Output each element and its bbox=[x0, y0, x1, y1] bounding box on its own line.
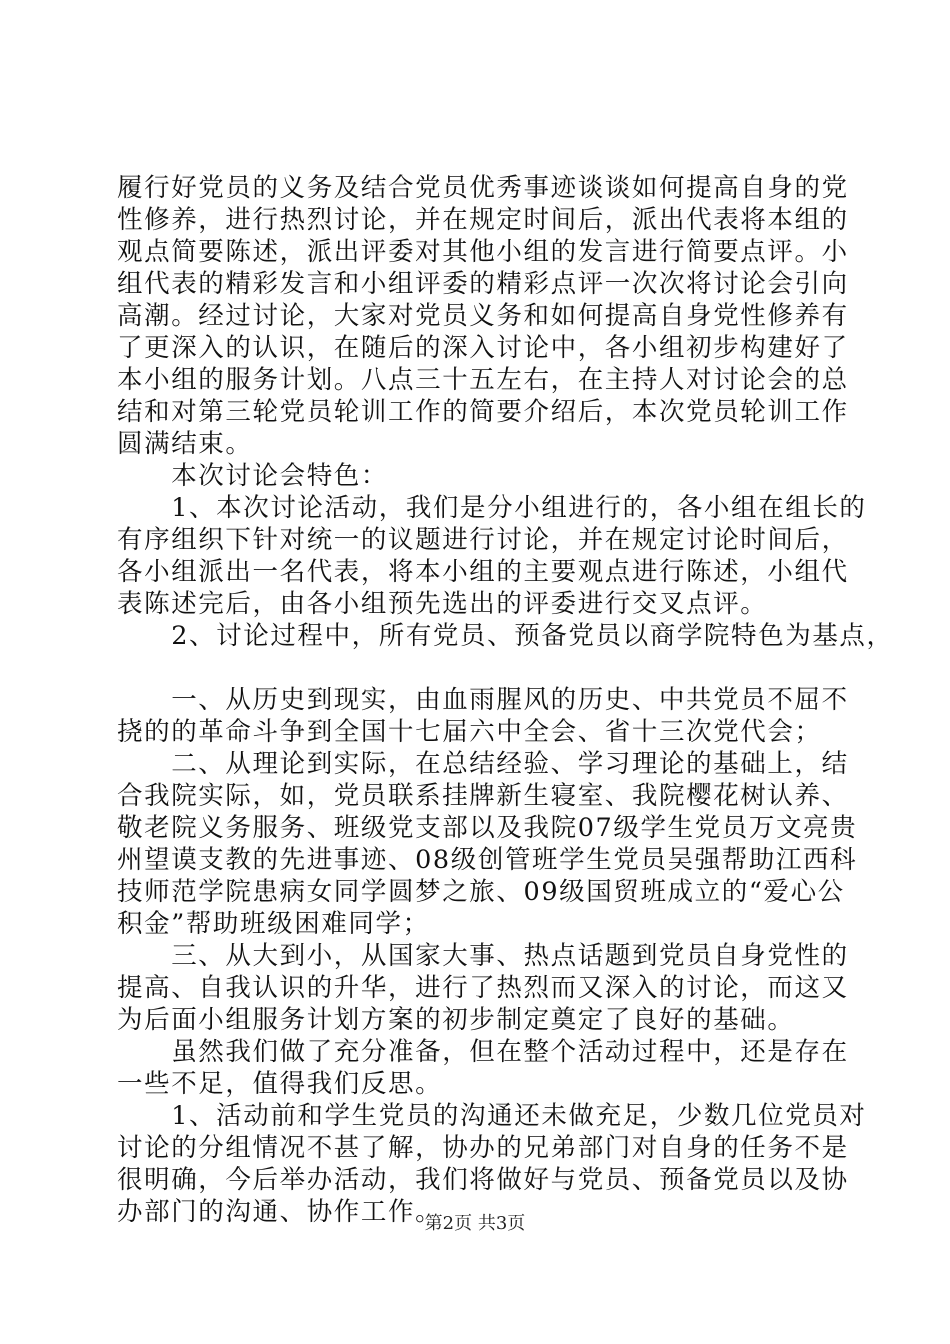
text-line: 三、从大到小，从国家大事、热点话题到党员自身党性的 bbox=[117, 941, 849, 971]
text-line: 为后面小组服务计划方案的初步制定奠定了良好的基础。 bbox=[117, 1005, 795, 1035]
text-line: 了更深入的认识，在随后的深入讨论中，各小组初步构建好了 bbox=[117, 333, 849, 363]
text-line: 一、从历史到现实，由血雨腥风的历史、中共党员不屈不 bbox=[117, 685, 849, 715]
text-line: 各小组派出一名代表，将本小组的主要观点进行陈述，小组代 bbox=[117, 557, 849, 587]
text-line: 履行好党员的义务及结合党员优秀事迹谈谈如何提高自身的党 bbox=[117, 173, 849, 203]
page-number: 第2页 共3页 bbox=[424, 1213, 526, 1234]
text-line: 结和对第三轮党员轮训工作的简要介绍后，本次党员轮训工作 bbox=[117, 397, 849, 427]
text-line: 州望谟支教的先进事迹、08级创管班学生党员吴强帮助江西科 bbox=[117, 845, 858, 875]
text-line: 观点简要陈述，派出评委对其他小组的发言进行简要点评。小 bbox=[117, 237, 849, 267]
text-line: 挠的的革命斗争到全国十七届六中全会、省十三次党代会； bbox=[117, 717, 822, 747]
text-line: 二、从理论到实际，在总结经验、学习理论的基础上，结 bbox=[117, 749, 849, 779]
text-line: 本小组的服务计划。八点三十五左右，在主持人对讨论会的总 bbox=[117, 365, 849, 395]
document-body bbox=[117, 172, 894, 1228]
text-line: 很明确，今后举办活动，我们将做好与党员、预备党员以及协 bbox=[117, 1165, 849, 1195]
text-line: 一些不足，值得我们反思。 bbox=[117, 1069, 443, 1099]
text-line: 2、讨论过程中，所有党员、预备党员以商学院特色为基点， bbox=[117, 621, 894, 651]
text-line: 敬老院义务服务、班级党支部以及我院07级学生党员万文亮贵 bbox=[117, 813, 858, 843]
text-line: 圆满结束。 bbox=[117, 429, 253, 459]
blank-line bbox=[117, 652, 833, 684]
text-line: 高潮。经过讨论，大家对党员义务和如何提高自身党性修养有 bbox=[117, 301, 849, 331]
text-line: 技师范学院患病女同学圆梦之旅、09级国贸班成立的“爱心公 bbox=[117, 877, 845, 907]
text-line: 表陈述完后，由各小组预先选出的评委进行交叉点评。 bbox=[117, 589, 768, 619]
page-footer bbox=[0, 1213, 950, 1235]
text-line: 1、本次讨论活动，我们是分小组进行的，各小组在组长的 bbox=[117, 493, 867, 523]
text-line: 办部门的沟通、协作工作。 bbox=[117, 1197, 443, 1227]
text-line: 虽然我们做了充分准备，但在整个活动过程中，还是存在 bbox=[117, 1037, 849, 1067]
text-line: 积金”帮助班级困难同学； bbox=[117, 909, 430, 939]
text-line: 合我院实际，如，党员联系挂牌新生寝室、我院樱花树认养、 bbox=[117, 781, 849, 811]
text-line: 提高、自我认识的升华，进行了热烈而又深入的讨论，而这又 bbox=[117, 973, 849, 1003]
text-line: 讨论的分组情况不甚了解，协办的兄弟部门对自身的任务不是 bbox=[117, 1133, 849, 1163]
section-heading: 本次讨论会特色： bbox=[117, 461, 389, 491]
text-line: 性修养，进行热烈讨论，并在规定时间后，派出代表将本组的 bbox=[117, 205, 849, 235]
text-line: 组代表的精彩发言和小组评委的精彩点评一次次将讨论会引向 bbox=[117, 269, 849, 299]
text-line: 有序组织下针对统一的议题进行讨论，并在规定讨论时间后， bbox=[117, 525, 849, 555]
text-line: 1、活动前和学生党员的沟通还未做充足，少数几位党员对 bbox=[117, 1101, 867, 1131]
